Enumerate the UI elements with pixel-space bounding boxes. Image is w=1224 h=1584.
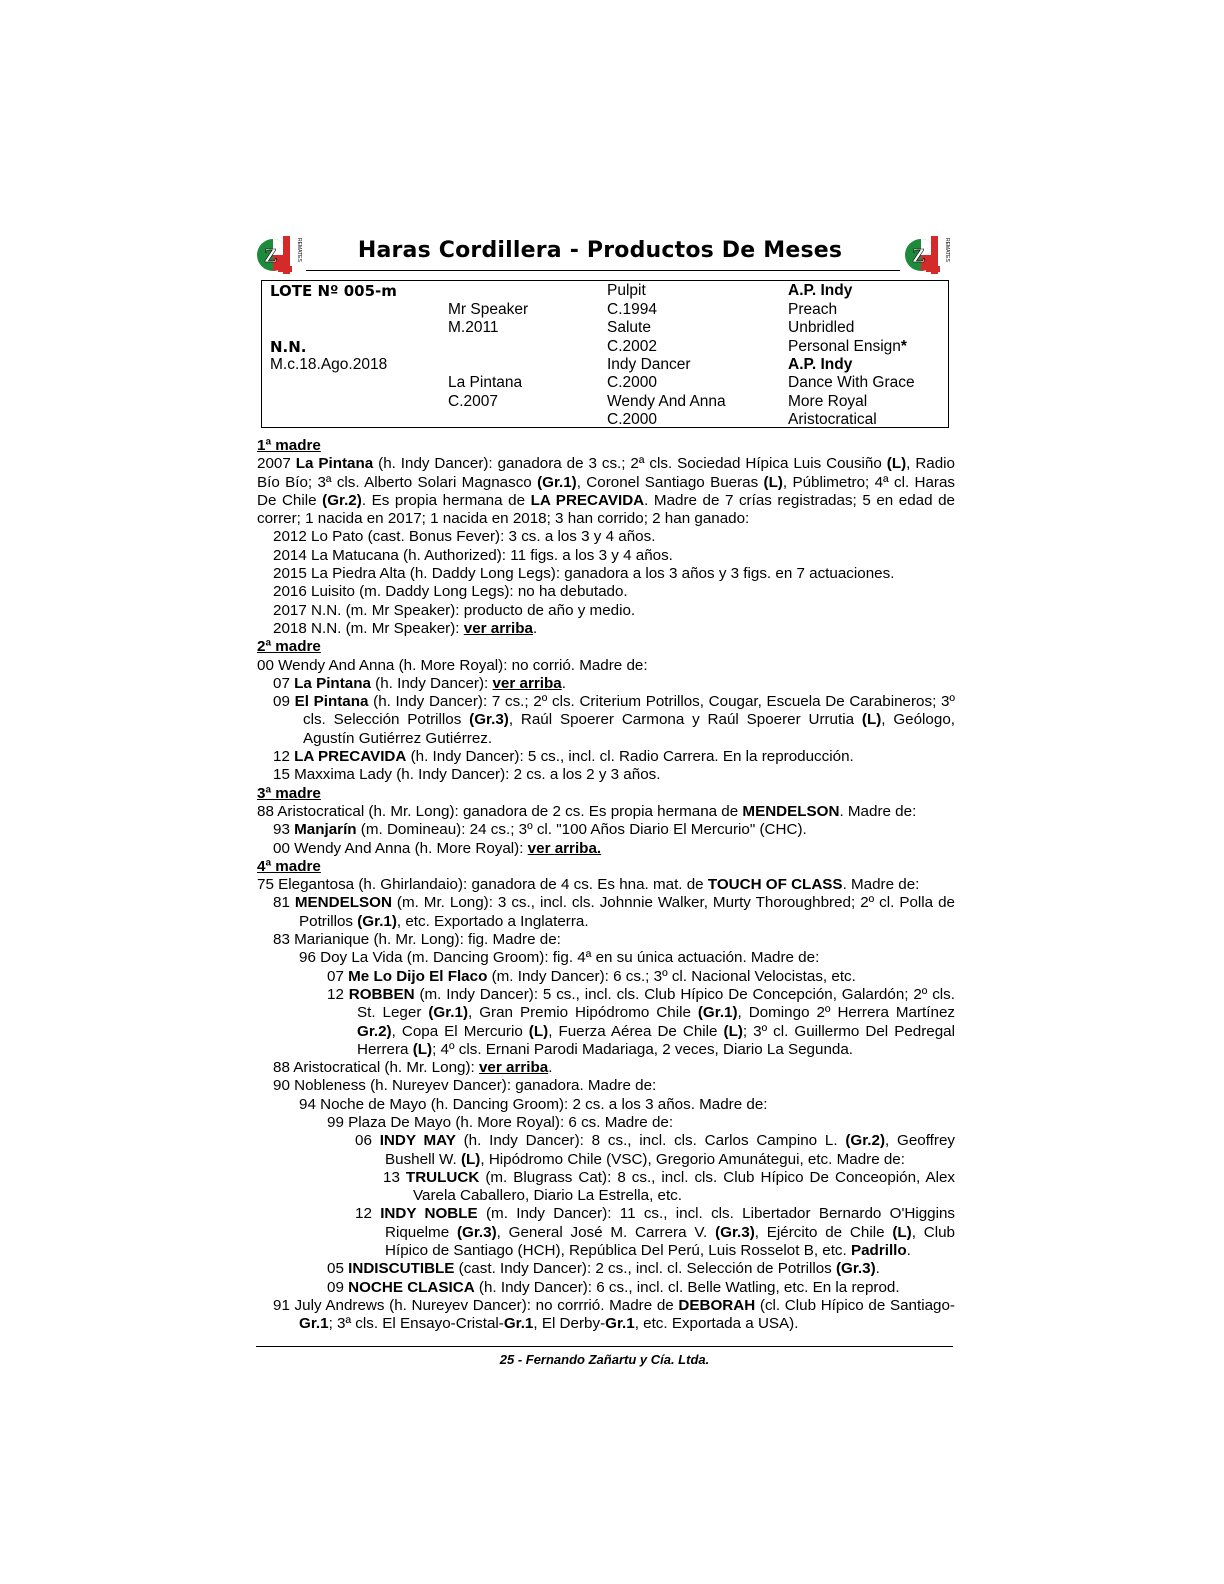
footer-divider xyxy=(256,1346,953,1347)
pedigree-table xyxy=(261,280,949,428)
list-item: 07 La Pintana (h. Indy Dancer): ver arriba. xyxy=(273,674,566,692)
dam-sire-year: C.2000 xyxy=(607,374,657,391)
sire-sire: Pulpit xyxy=(607,282,646,299)
dam-dam-dam: Aristocratical xyxy=(788,411,877,428)
list-item: 13 TRULUCK (m. Blugrass Cat): 8 cs., incl. cls. Club Hípico De Conceopión, Alex Varela Caballero, Diario La Estrella, etc. xyxy=(383,1168,955,1205)
list-item: 83 Marianique (h. Mr. Long): fig. Madre de: xyxy=(273,931,561,949)
zl-logo-right xyxy=(904,232,952,278)
dam-year: C.2007 xyxy=(448,393,498,410)
list-item: 2012 Lo Pato (cast. Bonus Fever): 3 cs. a los 3 y 4 años. xyxy=(273,528,656,546)
third-dam-line: 88 Aristocratical (h. Mr. Long): ganadora de 2 cs. Es propia hermana de MENDELSON. Madre de: xyxy=(257,802,917,820)
sire-sire-dam: Preach xyxy=(788,301,838,318)
dam-dam-sire: More Royal xyxy=(788,393,868,410)
list-item: 81 MENDELSON (m. Mr. Long): 3 cs., incl. cls. Johnnie Walker, Murty Thoroughbred; 2º cl. Polla de Potrillos (Gr.1), etc. Exportado a Inglaterra. xyxy=(273,894,955,930)
list-item: 12 LA PRECAVIDA (h. Indy Dancer): 5 cs., incl. cl. Radio Carrera. En la reproducción. xyxy=(273,748,854,766)
svg-text:REMATES: REMATES xyxy=(296,238,302,262)
page-title: Haras Cordillera - Productos De Meses xyxy=(357,238,843,263)
list-item: 96 Doy La Vida (m. Dancing Groom): fig. 4ª en su única actuación. Madre de: xyxy=(299,949,820,967)
horse-name: N.N. xyxy=(270,338,307,356)
sire-dam-dam: Personal Ensign* xyxy=(788,338,907,355)
dam-dam: Wendy And Anna xyxy=(607,393,726,410)
section-heading: 4ª madre xyxy=(257,857,321,875)
title-underline xyxy=(306,270,900,271)
horse-birth: M.c.18.Ago.2018 xyxy=(270,356,388,373)
sire-dam-sire: Unbridled xyxy=(788,319,855,336)
second-dam-line: 00 Wendy And Anna (h. More Royal): no corrió. Madre de: xyxy=(257,656,648,674)
sire-name: Mr Speaker xyxy=(448,301,529,318)
section-heading: 1ª madre xyxy=(257,437,321,454)
dam-dam-year: C.2000 xyxy=(607,411,657,428)
fourth-dam-line: 75 Elegantosa (h. Ghirlandaio): ganadora de 4 cs. Es hna. mat. de TOUCH OF CLASS. Madre de: xyxy=(257,876,920,894)
sire-sire-year: C.1994 xyxy=(607,301,657,318)
list-item: 93 Manjarín (m. Domineau): 24 cs.; 3º cl. "100 Años Diario El Mercurio" (CHC). xyxy=(273,821,807,839)
list-item: 05 INDISCUTIBLE (cast. Indy Dancer): 2 cs., incl. cl. Selección de Potrillos (Gr.3). xyxy=(327,1260,880,1278)
section-heading: 2ª madre xyxy=(257,638,321,656)
list-item: 2018 N.N. (m. Mr Speaker): ver arriba. xyxy=(273,619,538,637)
list-item: 00 Wendy And Anna (h. More Royal): ver arriba. xyxy=(273,839,602,857)
list-item: 88 Aristocratical (h. Mr. Long): ver arriba. xyxy=(273,1059,553,1077)
list-item: 99 Plaza De Mayo (h. More Royal): 6 cs. Madre de: xyxy=(327,1113,674,1131)
lot-number: LOTE Nº 005-m xyxy=(270,282,397,300)
svg-text:Z: Z xyxy=(912,245,926,267)
list-item: 12 ROBBEN (m. Indy Dancer): 5 cs., incl. cls. Club Hípico De Concepción, Galardón; 2º cls. St. Leger (Gr.1), Gran Premio Hipódromo Chile (Gr.1), Domingo 2º Herrera Martínez Gr.2), Copa El Mercurio (L), Fuerza Aérea De Chile (L); 3º cl. Guillermo Del Pedregal Herrera (L); 4º cls. Ernani Parodi Madariaga, 2 veces, Diario La Segunda. xyxy=(327,985,955,1058)
zl-logo-left xyxy=(256,232,304,278)
list-item: 09 NOCHE CLASICA (h. Indy Dancer): 6 cs., incl. cl. Belle Watling, etc. En la reprod. xyxy=(327,1278,900,1296)
dam-sire-sire: A.P. Indy xyxy=(788,356,853,373)
list-item: 2014 La Matucana (h. Authorized): 11 figs. a los 3 y 4 años. xyxy=(273,546,673,564)
list-item: 09 El Pintana (h. Indy Dancer): 7 cs.; 2º cls. Criterium Potrillos, Cougar, Escuela De Carabineros; 3º cls. Selección Potrillos (Gr.3), Raúl Spoerer Carmona y Raúl Spoerer Urrutia (L), Geólogo, Agustín Gutiérrez Gutiérrez. xyxy=(273,693,955,747)
dam-sire: Indy Dancer xyxy=(607,356,691,373)
list-item: 94 Noche de Mayo (h. Dancing Groom): 2 cs. a los 3 años. Madre de: xyxy=(299,1095,768,1113)
sire-sire-sire: A.P. Indy xyxy=(788,282,853,299)
list-item: 15 Maxxima Lady (h. Indy Dancer): 2 cs. a los 2 y 3 años. xyxy=(273,766,661,784)
section-heading: 3ª madre xyxy=(257,784,321,802)
star-mark: * xyxy=(900,338,907,355)
list-item: 91 July Andrews (h. Nureyev Dancer): no corrrió. Madre de DEBORAH (cl. Club Hípico de Santiago-Gr.1; 3ª cls. El Ensayo-Cristal-Gr.1, El Derby-Gr.1, etc. Exportada a USA). xyxy=(273,1296,955,1333)
sire-dam-year: C.2002 xyxy=(607,338,657,355)
sire-dam: Salute xyxy=(607,319,651,336)
svg-text:Z: Z xyxy=(264,245,278,267)
page-footer: 25 - Fernando Zañartu y Cía. Ltda. xyxy=(499,1352,710,1367)
list-item: 90 Nobleness (h. Nureyev Dancer): ganadora. Madre de: xyxy=(273,1077,657,1095)
list-item: 2015 La Piedra Alta (h. Daddy Long Legs): ganadora a los 3 años y 3 figs. en 7 actuaciones. xyxy=(273,565,895,583)
list-item: 07 Me Lo Dijo El Flaco (m. Indy Dancer): 6 cs.; 3º cl. Nacional Velocistas, etc. xyxy=(327,967,856,985)
list-item: 2016 Luisito (m. Daddy Long Legs): no ha debutado. xyxy=(273,583,628,601)
dam-name: La Pintana xyxy=(448,374,523,391)
first-dam-paragraph: 2007 La Pintana (h. Indy Dancer): ganadora de 3 cs.; 2ª cls. Sociedad Hípica Luis Cousiño (L), Radio Bío Bío; 3ª cls. Alberto Solari Magnasco (Gr.1), Coronel Santiago Bueras (L), Públimetro; 4ª cl. Haras De Chile (Gr.2). Es propia hermana de LA PRECAVIDA. Madre de 7 crías registradas; 5 en edad de correr; 1 nacida en 2017; 1 nacida en 2018; 3 han corrido; 2 han ganado: xyxy=(257,455,955,528)
list-item: 2017 N.N. (m. Mr Speaker): producto de año y medio. xyxy=(273,601,636,619)
list-item: 06 INDY MAY (h. Indy Dancer): 8 cs., incl. cls. Carlos Campino L. (Gr.2), Geoffrey Bushell W. (L), Hipódromo Chile (VSC), Gregorio Amunátegui, etc. Madre de: xyxy=(355,1132,955,1168)
sire-year: M.2011 xyxy=(448,319,499,336)
svg-text:REMATES: REMATES xyxy=(944,238,950,262)
list-item: 12 INDY NOBLE (m. Indy Dancer): 11 cs., incl. cls. Libertador Bernardo O'Higgins Riquelme (Gr.3), General José M. Carrera V. (Gr.3), Ejército de Chile (L), Club Hípico de Santiago (HCH), República Del Perú, Luis Rosselot B, etc. Padrillo. xyxy=(355,1205,956,1260)
family-description xyxy=(257,437,955,1334)
dam-sire-dam: Dance With Grace xyxy=(788,374,915,391)
